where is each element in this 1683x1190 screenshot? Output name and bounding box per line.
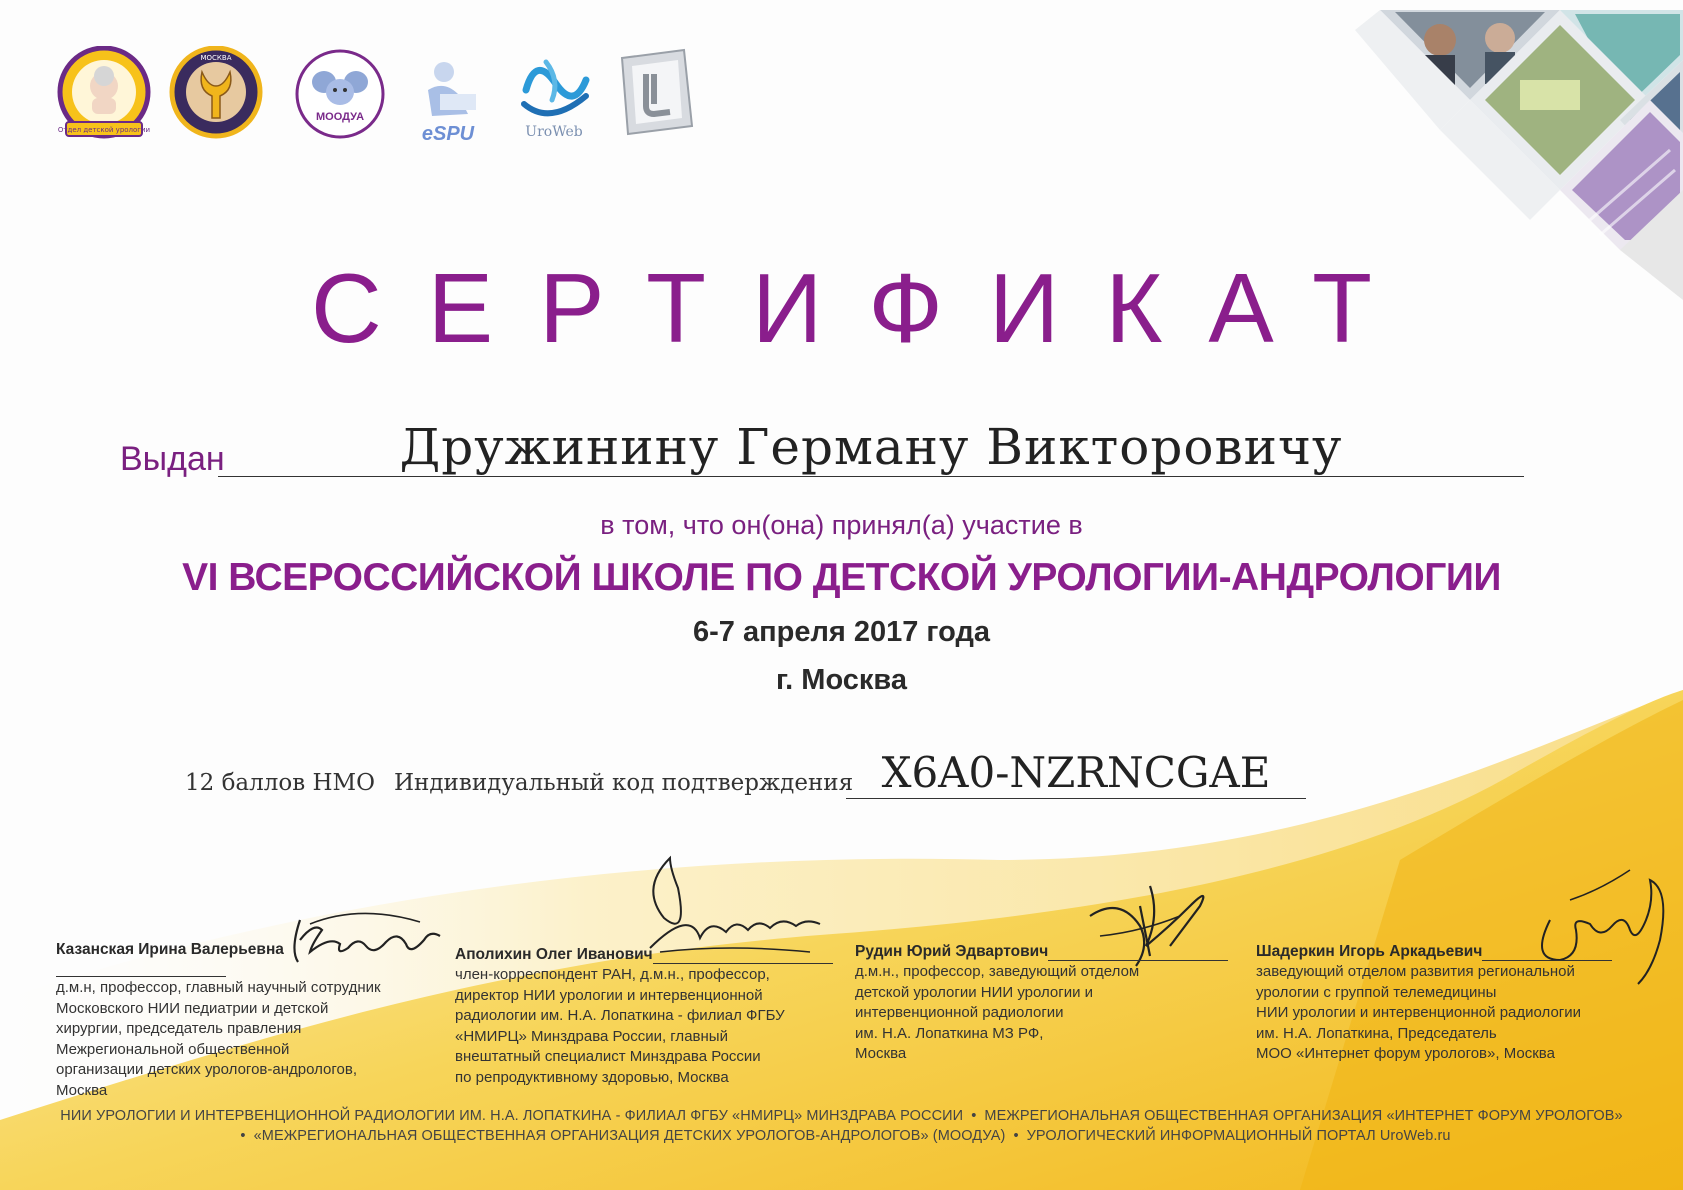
signatory-2 <box>455 946 835 1088</box>
signatory-description: д.м.н., профессор, заведующий отделом детской урологии НИИ урологии и интервенционной радиологии им. Н.А. Лопаткина МЗ РФ, Москва <box>855 963 1140 1062</box>
issued-underline <box>218 476 1524 477</box>
signatory-name: Шадеркин Игорь Аркадьевич <box>1256 943 1483 960</box>
issued-label: Выдан <box>120 440 225 478</box>
participation-text: в том, что он(она) принял(а) участие в <box>600 510 1083 540</box>
svg-text:Отдел детской урологии: Отдел детской урологии <box>57 126 151 134</box>
svg-text:МОСКВА: МОСКВА <box>200 54 232 62</box>
institute-children-urology-logo <box>56 46 152 142</box>
signatory-3 <box>855 943 1235 1065</box>
event-city: г. Москва <box>776 664 907 696</box>
signatory-name: Казанская Ирина Валерьевна <box>56 941 284 958</box>
confirmation-code: X6A0-NZRNCGAE <box>881 748 1271 797</box>
moscow-institute-urology-logo <box>168 46 264 142</box>
signatory-name: Аполихин Олег Иванович <box>455 946 653 963</box>
signatory-description: член-корреспондент РАН, д.м.н., профессор, директор НИИ урологии и интервенционной радиологии им. Н.А. Лопаткина - филиал ФГБУ «НМИРЦ» Минздрава России, главный внештатный специалист Минздрава России по репродуктивному здоровью, Москва <box>455 966 785 1086</box>
signatory-name: Рудин Юрий Эдвартович <box>855 943 1049 960</box>
signatory-4 <box>1256 943 1666 1065</box>
footer-line-1: НИИ УРОЛОГИИ И ИНТЕРВЕНЦИОННОЙ РАДИОЛОГИИ ИМ. Н.А. ЛОПАТКИНА - ФИЛИАЛ ФГБУ «НМИРЦ» МИНЗДРАВА РОССИИ • МЕЖРЕГИОНАЛЬНАЯ ОБЩЕСТВЕННАЯ ОРГАНИЗАЦИЯ «ИНТЕРНЕТ ФОРУМ УРОЛОГОВ» <box>60 1108 1623 1124</box>
espu-logo <box>410 54 490 146</box>
footer-line-2: • «МЕЖРЕГИОНАЛЬНАЯ ОБЩЕСТВЕННАЯ ОРГАНИЗАЦИЯ ДЕТСКИХ УРОЛОГОВ-АНДРОЛОГОВ» (МООДУА) • УРОЛОГИЧЕСКИЙ ИНФОРМАЦИОННЫЙ ПОРТАЛ UroWeb.ru <box>240 1128 1451 1144</box>
uroweb-logo <box>516 50 594 142</box>
event-dates: 6-7 апреля 2017 года <box>693 616 990 648</box>
certificate-title: СЕРТИФИКАТ <box>310 253 1418 363</box>
signatory-description: заведующий отделом развития региональной урологии с группой телемедицины НИИ урологии и интервенционной радиологии им. Н.А. Лопаткина, Председатель МОО «Интернет форум урологов», Москва <box>1256 963 1582 1062</box>
svg-text:МООДУА: МООДУА <box>315 111 365 123</box>
code-underline <box>846 798 1306 799</box>
confirmation-code-label: Индивидуальный код подтверждения <box>394 770 854 796</box>
recipient-name: Дружинину Герману Викторовичу <box>399 418 1343 476</box>
signatory-description: д.м.н, профессор, главный научный сотрудник Московского НИИ педиатрии и детской хирургии, председатель правления Межрегиональной общественной организации детских урологов-андрологов, Москва <box>56 979 381 1099</box>
cme-points: 12 баллов НМО <box>185 770 375 796</box>
svg-text:UroWeb: UroWeb <box>525 124 583 140</box>
svg-text:eSPU: eSPU <box>421 123 475 145</box>
mooдua-logo <box>294 48 386 140</box>
lopatkin-institute-logo <box>614 46 698 138</box>
event-name: VI ВСЕРОССИЙСКОЙ ШКОЛЕ ПО ДЕТСКОЙ УРОЛОГИИ-АНДРОЛОГИИ <box>182 556 1501 599</box>
signatory-1 <box>56 941 446 1101</box>
